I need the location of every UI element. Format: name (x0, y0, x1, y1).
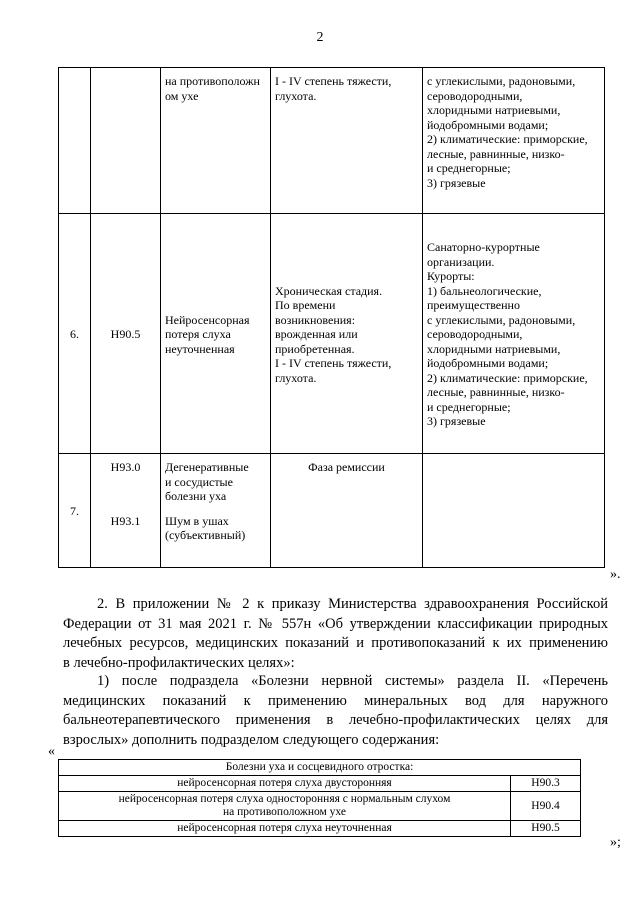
disease-line: и сосудистые (165, 474, 233, 489)
resort-line: сероводородными, (427, 327, 523, 342)
paragraph-line: 1) после подраздела «Болезни нервной системы» раздела II. «Перечень (97, 673, 608, 689)
closing-quote-semicolon: »; (610, 835, 621, 850)
disease-line: Дегенеративные (165, 460, 249, 474)
disease-line: Нейросенсорная (165, 312, 250, 327)
code-cell: H90.5 (91, 214, 161, 454)
table-row (59, 760, 581, 776)
resort-line: преимущественно (427, 298, 520, 313)
disease-line: на противоположн (165, 74, 260, 88)
code-cell: H90.3 (511, 776, 581, 792)
table-row (59, 454, 605, 568)
resort-line: сероводородными, (427, 88, 523, 103)
code-cell: H90.4 (511, 792, 581, 821)
disease-line: нейросенсорная потеря слуха односторонняя с нормальным слухом (118, 793, 451, 805)
paragraph-line: Федерации от 31 мая 2021 г. № 557н «Об утверждении классификации природных (63, 615, 608, 632)
disease-line: (субъективный) (165, 528, 246, 542)
table-row (59, 776, 581, 792)
stage-line: Хроническая стадия. (275, 283, 383, 298)
stage-cell (271, 454, 423, 568)
disease-line: на противоположном ухе (223, 806, 346, 818)
disease-name-cell: нейросенсорная потеря слуха двусторонняя (59, 776, 511, 792)
paragraph-line: 2. В приложении № 2 к приказу Министерства здравоохранения Российской (97, 596, 608, 612)
resort-line: и среднегорные; (427, 399, 511, 414)
page-number: 2 (316, 30, 324, 45)
stage-line: Фаза ремиссии (308, 460, 385, 474)
resort-cell (423, 214, 605, 454)
code-cell: H90.5 (511, 821, 581, 837)
opening-quote: « (48, 744, 55, 759)
paragraph-3 (63, 672, 608, 750)
stage-cell (271, 68, 423, 214)
resort-line: йодобромными водами; (427, 356, 549, 371)
resort-line: хлоридными натриевыми, (427, 341, 561, 356)
code-cell (91, 68, 161, 214)
disease-cell (161, 454, 271, 568)
resort-line: йодобромными водами; (427, 117, 549, 132)
subsection-table (58, 759, 581, 837)
stage-line: врожденная или (275, 327, 358, 342)
resort-line: хлоридными натриевыми, (427, 103, 561, 117)
indications-table (58, 67, 605, 568)
table-row (59, 821, 581, 837)
disease-line: болезни уха (165, 489, 227, 503)
resort-line: 3) грязевые (427, 414, 486, 429)
resort-cell (423, 454, 605, 568)
resort-line: с углекислыми, радоновыми, (427, 312, 576, 327)
resort-line: лесные, равнинные, низко- (427, 385, 565, 400)
disease-line: потеря слуха (165, 327, 231, 342)
stage-line: По времени (275, 298, 336, 313)
table-row (59, 792, 581, 821)
resort-line: лесные, равнинные, низко- (427, 146, 565, 161)
table-row (59, 214, 605, 454)
resort-line: 2) климатические: приморские, (427, 132, 588, 146)
resort-line: Санаторно-курортные (427, 240, 540, 255)
paragraph-line: медицинских показаний к применению минеральных вод для наружного (63, 692, 608, 709)
paragraph-line: в лечебно-профилактических целях»: (63, 654, 295, 671)
paragraph-2 (63, 595, 608, 673)
row-number-cell (59, 68, 91, 214)
code-cell (91, 454, 161, 568)
resort-line: 1) бальнеологические, (427, 283, 542, 298)
resort-line: организации. (427, 254, 495, 269)
row-number-cell: 6. (59, 214, 91, 454)
table-row (59, 68, 605, 214)
disease-name-cell (59, 792, 511, 821)
disease-name-cell: нейросенсорная потеря слуха неуточненная (59, 821, 511, 837)
closing-quote: ». (610, 567, 621, 582)
disease-line: ом ухе (165, 88, 199, 103)
paragraph-line: бальнеотерапевтического применения в лечебно-профилактических целях для (63, 712, 608, 728)
stage-line: приобретенная. (275, 341, 355, 356)
resort-line: Курорты: (427, 269, 475, 284)
paragraph-line: взрослых» дополнить подразделом следующего содержания: (63, 731, 440, 748)
paragraph-line: лечебных ресурсов, медицинских показаний и противопоказаний к их применению (63, 635, 608, 651)
resort-line: 3) грязевые (427, 175, 486, 190)
stage-line: I - IV степень тяжести, (275, 356, 392, 371)
disease-cell (161, 214, 271, 454)
resort-line: с углекислыми, радоновыми, (427, 74, 576, 88)
resort-cell (423, 68, 605, 214)
code-line: H93.0 (110, 460, 141, 474)
stage-line: возникновения: (275, 312, 356, 327)
disease-line: неуточненная (165, 341, 235, 356)
row-number-cell: 7. (59, 454, 91, 568)
disease-cell (161, 68, 271, 214)
stage-line: I - IV степень тяжести, (275, 74, 392, 88)
subsection-header: Болезни уха и сосцевидного отростка: (59, 760, 581, 776)
disease-line: Шум в ушах (165, 513, 229, 528)
stage-line: глухота. (275, 370, 317, 385)
resort-line: 2) климатические: приморские, (427, 370, 588, 385)
stage-line: глухота. (275, 88, 317, 103)
stage-cell (271, 214, 423, 454)
code-line: H93.1 (110, 513, 141, 528)
resort-line: и среднегорные; (427, 161, 511, 175)
